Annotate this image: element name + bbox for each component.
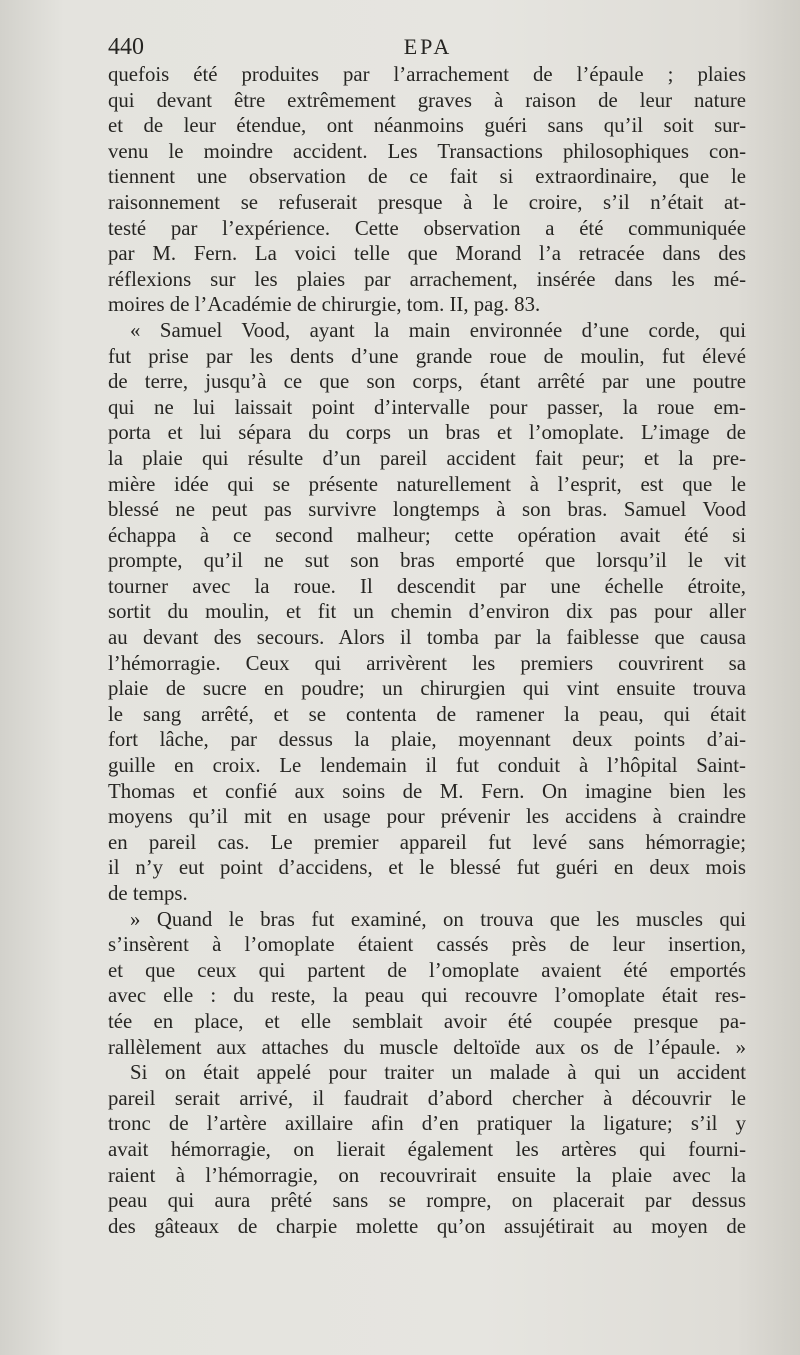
text-line: Thomas et confié aux soins de M. Fern. On imagine bien les bbox=[108, 779, 746, 803]
text-line: tourner avec la roue. Il descendit par une échelle étroite, bbox=[108, 574, 746, 598]
text-line: au devant des secours. Alors il tomba par la faiblesse que causa bbox=[108, 626, 746, 650]
text-line: de temps. bbox=[108, 882, 188, 905]
text-line: rallèlement aux attaches du muscle deltoïde aux os de l’épaule. » bbox=[108, 1035, 746, 1059]
page-number: 440 bbox=[108, 34, 144, 60]
text-line: fort lâche, par dessus la plaie, moyennant deux points d’ai- bbox=[108, 728, 746, 752]
text-line: sortit du moulin, et fit un chemin d’environ dix pas pour aller bbox=[108, 600, 746, 624]
text-line: porta et lui sépara du corps un bras et l’omoplate. L’image de bbox=[108, 421, 746, 445]
text-line: moyens qu’il mit en usage pour prévenir les accidens à craindre bbox=[108, 805, 746, 829]
text-line: quefois été produites par l’arrachement de l’épaule ; plaies bbox=[108, 63, 746, 86]
text-line: le sang arrêté, et se contenta de ramener la peau, qui était bbox=[108, 702, 746, 726]
text-line: échappa à ce second malheur; cette opération avait été si bbox=[108, 523, 746, 547]
text-line: avait hémorragie, on lierait également les artères qui fourni- bbox=[108, 1137, 746, 1161]
text-line: mière idée qui se présente naturellement à l’esprit, est que le bbox=[108, 472, 746, 496]
text-line: raisonnement se refuserait presque à le croire, s’il n’était at- bbox=[108, 190, 746, 214]
text-line: » Quand le bras fut examiné, on trouva que les muscles qui bbox=[130, 907, 746, 931]
text-line: moires de l’Académie de chirurgie, tom. II, pag. 83. bbox=[108, 293, 541, 317]
body-text bbox=[108, 62, 746, 1239]
text-line: fut prise par les dents d’une grande roue de moulin, fut élevé bbox=[108, 344, 746, 368]
text-line: raient à l’hémorragie, on recouvrirait ensuite la plaie avec la bbox=[108, 1163, 746, 1187]
text-line: venu le moindre accident. Les Transactions philosophiques con- bbox=[108, 139, 746, 163]
text-line: prompte, qu’il ne sut son bras emporté que lorsqu’il le vit bbox=[108, 549, 746, 573]
text-line: par M. Fern. La voici telle que Morand l’a retracée dans des bbox=[108, 242, 746, 266]
text-line: blessé ne peut pas survivre longtemps à son bras. Samuel Vood bbox=[108, 498, 746, 522]
text-line: testé par l’expérience. Cette observation a été communiquée bbox=[108, 216, 746, 240]
text-line: s’insèrent à l’omoplate étaient cassés près de leur insertion, bbox=[108, 933, 746, 957]
text-line: réflexions sur les plaies par arrachement, insérée dans les mé- bbox=[108, 267, 746, 291]
text-line: pareil serait arrivé, il faudrait d’abord chercher à découvrir le bbox=[108, 1086, 746, 1110]
text-line: tée en place, et elle semblait avoir été coupée presque pa- bbox=[108, 1009, 746, 1033]
text-line: et de leur étendue, ont néanmoins guéri sans qu’il soit sur- bbox=[108, 114, 746, 138]
text-line: qui devant être extrêmement graves à raison de leur nature bbox=[108, 88, 746, 112]
text-line: de terre, jusqu’à ce que son corps, étant arrêté par une poutre bbox=[108, 370, 746, 394]
text-line: peau qui aura prêté sans se rompre, on placerait par dessus bbox=[108, 1189, 746, 1213]
text-line: avec elle : du reste, la peau qui recouvre l’omoplate était res- bbox=[108, 984, 746, 1008]
text-line: plaie de sucre en poudre; un chirurgien qui vint ensuite trouva bbox=[108, 677, 746, 701]
text-line: des gâteaux de charpie molette qu’on assujétirait au moyen de bbox=[108, 1214, 746, 1238]
text-line: il n’y eut point d’accidens, et le blessé fut guéri en deux mois bbox=[108, 856, 746, 880]
running-head: EPA bbox=[403, 34, 453, 59]
text-line: « Samuel Vood, ayant la main environnée d’une corde, qui bbox=[130, 318, 746, 342]
text-line: l’hémorragie. Ceux qui arrivèrent les premiers couvrirent sa bbox=[108, 651, 746, 675]
text-line: guille en croix. Le lendemain il fut conduit à l’hôpital Saint- bbox=[108, 754, 746, 778]
text-line: tronc de l’artère axillaire afin d’en pratiquer la ligature; s’il y bbox=[108, 1112, 746, 1136]
text-line: et que ceux qui partent de l’omoplate avaient été emportés bbox=[108, 958, 746, 982]
text-line: la plaie qui résulte d’un pareil accident fait peur; et la pre- bbox=[108, 446, 746, 470]
text-line: Si on était appelé pour traiter un malade à qui un accident bbox=[130, 1061, 746, 1085]
text-line: en pareil cas. Le premier appareil fut levé sans hémorragie; bbox=[108, 830, 746, 854]
text-line: qui ne lui laissait point d’intervalle pour passer, la roue em- bbox=[108, 395, 746, 419]
text-line: tiennent une observation de ce fait si extraordinaire, que le bbox=[108, 165, 746, 189]
